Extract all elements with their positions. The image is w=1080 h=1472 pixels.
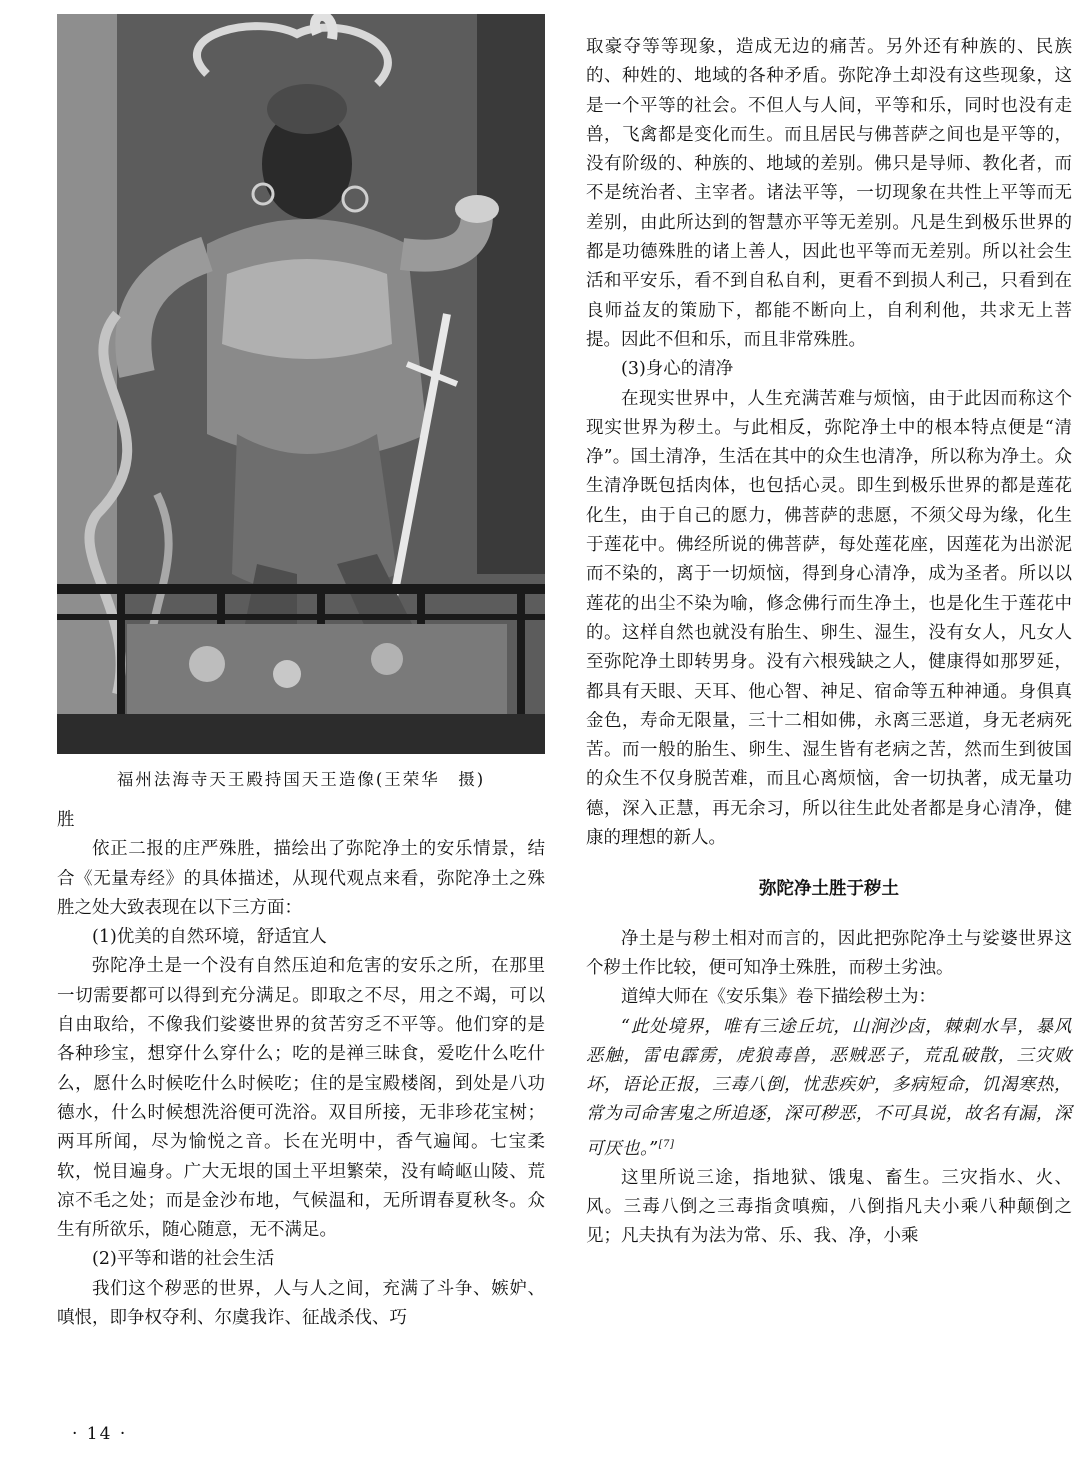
figure-caption: 福州法海寺天王殿持国天王造像(王荣华 摄): [116, 770, 486, 789]
section-title: 弥陀净土胜于秽土: [759, 879, 899, 900]
paragraph: 这里所说三途，指地狱、饿鬼、畜生。三灾指水、火、风。三毒八倒之三毒指贪嗔痴，八倒指凡夫小乘八种颠倒之见；凡夫执有为法为常、乐、我、净，小乘: [586, 1167, 1072, 1247]
right-column: [586, 33, 1072, 1252]
paragraph: 弥陀净土是一个没有自然压迫和危害的安乐之所，在那里一切需要都可以得到充分满足。即取之不尽，用之不竭，可以自由取给，不像我们娑婆世界的贫苦穷乏不平等。他们穿的是各种珍宝，想穿什么穿什么；吃的是禅三昧食，爱吃什么吃什么，愿什么时候吃什么时候吃；住的是宝殿楼阁，到处是八功德水，什么时候想洗浴便可洗浴。双目所接，无非珍花宝树；两耳所闻，尽为愉悦之音。长在光明中，香气遍闻。七宝柔软，悦目遍身。广大无垠的国土平坦繁荣，没有崎岖山陵、荒凉不毛之处；而是金沙布地，气候温和，无所谓春夏秋冬。众生有所欲乐，随心随意，无不满足。: [57, 956, 545, 1241]
left-column: [57, 806, 545, 1333]
statue-photo-drawing: [57, 14, 545, 754]
paragraph: 依正二报的庄严殊胜，描绘出了弥陀净土的安乐情景，结合《无量寿经》的具体描述，从现代观点来看，弥陀净土之殊胜之处大致表现在以下三方面：: [57, 839, 545, 918]
paragraph: 在现实世界中，人生充满苦难与烦恼，由于此因而称这个现实世界为秽土。与此相反，弥陀净土中的根本特点便是“清净”。国土清净，生活在其中的众生也清净，所以称为净土。众生清净既包括肉体，也包括心灵。即生到极乐世界的都是莲花化生，由于自己的愿力，佛菩萨的悲愿，不须父母为缘，化生于莲花中。佛经所说的佛菩萨，每处莲花座，因莲花为出淤泥而不染的，离于一切烦恼，得到身心清净，成为圣者。所以以莲花的出尘不染为喻，修念佛行而生净土，也是化生于莲花中的。这样自然也就没有胎生、卵生、湿生，没有女人，凡女人至弥陀净土即转男身。没有六根残缺之人，健康得如那罗延，都具有天眼、天耳、他心智、神足、宿命等五种神通。身俱真金色，寿命无限量，三十二相如佛，永离三恶道，身无老病死苦。而一般的胎生、卵生、湿生皆有老病之苦，然而生到彼国的众生不仅身脱苦难，而且心离烦恼，舍一切执著，成无量功德，深入正慧，再无余习，所以往生此处者都是身心清净，健康的理想的新人。: [586, 388, 1072, 849]
quote-text: “此处境界，唯有三途丘坑，山涧沙卤，棘刺水旱，暴风恶触，雷电霹雳，虎狼毒兽，恶贼恶子，荒乱破散，三灾败坏，语论正报，三毒八倒，忧悲疾妒，多病短命，饥渴寒热，常为司命害鬼之所追逐，深可秽恶，不可具说，故名有漏，深可厌也。”: [586, 1016, 1072, 1159]
subheading: (1)优美的自然环境，舒适宜人: [92, 927, 327, 948]
citation-ref: [7]: [658, 1138, 675, 1150]
statue-photo: [57, 14, 545, 754]
paragraph: 胜: [57, 810, 75, 830]
paragraph: 取豪夺等等现象，造成无边的痛苦。另外还有种族的、民族的、种姓的、地域的各种矛盾。弥陀净土却没有这些现象，这是一个平等的社会。不但人与人间，平等和乐，同时也没有走兽，飞禽都是变化而生。而且居民与佛菩萨之间也是平等的，没有阶级的、种族的、地域的差别。佛只是导师、教化者，而不是统治者、主宰者。诸法平等，一切现象在共性上平等而无差别，由此所达到的智慧亦平等无差别。凡是生到极乐世界的都是功德殊胜的诸上善人，因此也平等而无差别。所以社会生活和平安乐，看不到自私自利，更看不到损人利己，只看到在良师益友的策励下，都能不断向上，自利利他，共求无上菩提。因此不但和乐，而且非常殊胜。: [586, 37, 1072, 350]
paragraph: 我们这个秽恶的世界，人与人之间，充满了斗争、嫉妒、嗔恨，即争权夺利、尔虞我诈、征战杀伐、巧: [57, 1278, 545, 1329]
block-quote: [586, 1013, 1072, 1164]
page-number: · 14 ·: [72, 1424, 128, 1444]
subheading: (3)身心的清净: [621, 359, 734, 380]
subheading: (2)平等和谐的社会生活: [92, 1249, 275, 1270]
paragraph: 道绰大师在《安乐集》卷下描绘秽土为：: [621, 987, 936, 1008]
paragraph: 净土是与秽土相对而言的，因此把弥陀净土与娑婆世界这个秽土作比较，便可知净土殊胜，而秽土劣浊。: [586, 928, 1072, 978]
